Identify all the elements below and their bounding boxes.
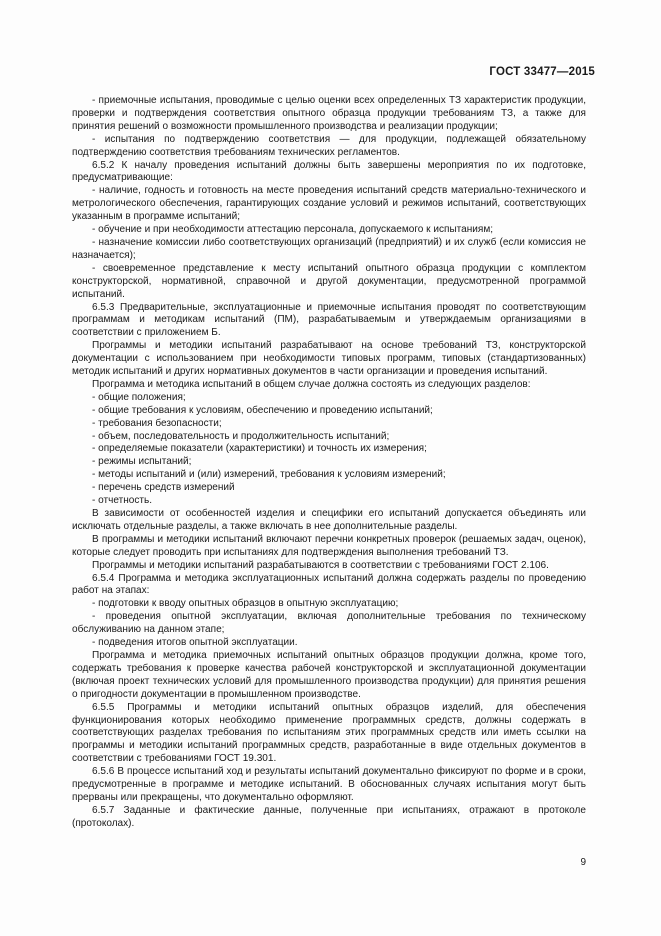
list-item: - отчетность. bbox=[92, 495, 152, 507]
list-item: - проведения опытной эксплуатации, включая дополнительные требования по техническому обслуживанию на данном этапе; bbox=[72, 611, 586, 636]
standard-header: ГОСТ 33477—2015 bbox=[489, 66, 595, 78]
list-item: - требования безопасности; bbox=[92, 417, 222, 429]
list-item: - общие положения; bbox=[92, 391, 186, 403]
paragraph: 6.5.7 Заданные и фактические данные, полученные при испытаниях, отражают в протоколе (протоколах). bbox=[72, 804, 586, 829]
list-item: - общие требования к условиям, обеспечению и проведению испытаний; bbox=[92, 404, 433, 416]
document-body bbox=[72, 95, 586, 831]
page-number: 9 bbox=[580, 857, 586, 868]
paragraph: - наличие, годность и готовность на месте проведения испытаний средств материально-технического и метрологического обеспечения, гарантирующих создание условий и режимов испытаний, соответствующих указанным в программе испытаний; bbox=[72, 185, 586, 223]
paragraph: Программы и методики испытаний разрабатываются в соответствии с требованиями ГОСТ 2.106. bbox=[92, 559, 549, 571]
paragraph: 6.5.5 Программы и методики испытаний опытных образцов изделий, для обеспечения функционирования которых необходимо применение программных средств, должны содержать в соответствующих разделах требования по испытаниям этих программных средств или иметь ссылки на программы и методики испытаний программных средств, разработанные в виде отдельных документов в соответствии с требованиями ГОСТ 19.301. bbox=[72, 701, 586, 765]
paragraph: Программы и методики испытаний разрабатывают на основе требований ТЗ, конструкторской документации с использованием при необходимости типовых программ, типовых (стандартизованных) методик испытаний и других нормативных документов в части организации и проведения испытаний. bbox=[72, 340, 586, 378]
paragraph: - испытания по подтверждению соответствия — для продукции, подлежащей обязательному подтверждению соответствия требованиям технических регламентов. bbox=[72, 133, 586, 158]
list-item: - определяемые показатели (характеристики) и точность их измерения; bbox=[92, 443, 427, 455]
paragraph: 6.5.6 В процессе испытаний ход и результаты испытаний документально фиксируют по форме и в сроки, предусмотренные в программе и методике испытаний. В обоснованных случаях испытания могут быть прерваны или прекращены, что документально оформляют. bbox=[72, 766, 586, 803]
list-item: - объем, последовательность и продолжительность испытаний; bbox=[92, 430, 390, 442]
paragraph: 6.5.3 Предварительные, эксплуатационные и приемочные испытания проводят по соответствующим программам и методикам испытаний (ПМ), разрабатываемым и утверждаемым организациями в соответствии с приложением Б. bbox=[72, 301, 586, 339]
paragraph: - обучение и при необходимости аттестацию персонала, допускаемого к испытаниям; bbox=[92, 224, 494, 236]
list-item: - режимы испытаний; bbox=[92, 456, 192, 468]
paragraph: 6.5.2 К началу проведения испытаний должны быть завершены мероприятия по их подготовке, предусматривающие: bbox=[72, 159, 586, 184]
paragraph: - назначение комиссии либо соответствующих организаций (предприятий) и их служб (если комиссия не назначается); bbox=[72, 236, 586, 261]
paragraph: В программы и методики испытаний включают перечни конкретных проверок (решаемых задач, оценок), которые следует проводить при испытаниях для подтверждения выполнения требований ТЗ. bbox=[72, 533, 586, 558]
list-item: - подведения итогов опытной эксплуатации. bbox=[92, 637, 298, 649]
paragraph: 6.5.4 Программа и методика эксплуатационных испытаний должна содержать разделы по проведению работ на этапах: bbox=[72, 572, 586, 597]
paragraph: Программа и методика испытаний в общем случае должна состоять из следующих разделов: bbox=[92, 378, 531, 390]
paragraph: В зависимости от особенностей изделия и специфики его испытаний допускается объединять или исключать отдельные разделы, а также включать в нее дополнительные разделы. bbox=[72, 508, 586, 532]
paragraph: - приемочные испытания, проводимые с целью оценки всех определенных ТЗ характеристик продукции, проверки и подтверждения соответствия опытного образца продукции требованиям ТЗ, а также для принятия решений о возможности промышленного производства и реализации продукции; bbox=[72, 95, 586, 132]
paragraph: Программа и методика приемочных испытаний опытных образцов продукции должна, кроме того, содержать требования к проверке качества рабочей конструкторской и эксплуатационной документации (включая проект технических условий для промышленного производства продукции) для принятия решения о пригодности документации в промышленном производстве. bbox=[72, 649, 586, 700]
list-item: - перечень средств измерений bbox=[92, 482, 235, 494]
list-item: - подготовки к вводу опытных образцов в опытную эксплуатацию; bbox=[92, 598, 399, 610]
list-item: - методы испытаний и (или) измерений, требования к условиям измерений; bbox=[92, 469, 446, 481]
paragraph: - своевременное представление к месту испытаний опытного образца продукции с комплектом конструкторской, нормативной, справочной и другой документации, предусмотренной программой испытаний. bbox=[72, 262, 586, 300]
